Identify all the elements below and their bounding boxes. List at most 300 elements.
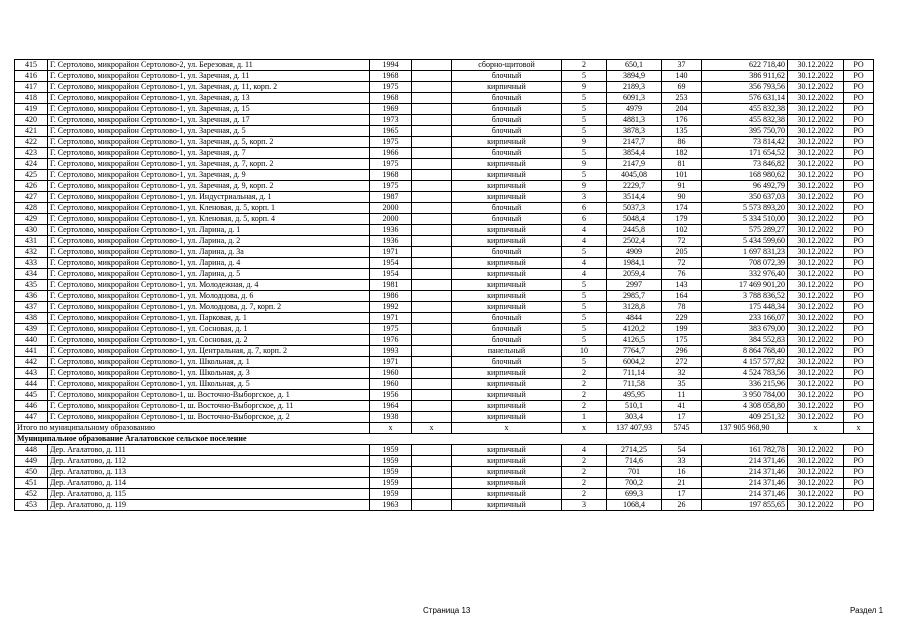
cell-deadline: 30.12.2022: [788, 500, 844, 511]
cell-deadline: 30.12.2022: [788, 291, 844, 302]
cell-floors: 9: [562, 137, 607, 148]
cell-wall-material: кирпичный: [452, 368, 562, 379]
table-row: [15, 390, 874, 401]
cell-deadline: 30.12.2022: [788, 335, 844, 346]
cell-program: РО: [844, 302, 874, 313]
cell-deadline: 30.12.2022: [788, 192, 844, 203]
cell-extra: [412, 181, 452, 192]
cell-deadline: 30.12.2022: [788, 412, 844, 423]
cell-extra: [412, 379, 452, 390]
cell-extra: [412, 82, 452, 93]
cell-residents: 296: [662, 346, 702, 357]
cell-row-number: 437: [15, 302, 48, 313]
cell-floors: 1: [562, 412, 607, 423]
cell-floors: 5: [562, 148, 607, 159]
cell-address: Г. Сертолово, микрорайон Сертолово-1, ул. Ларина, д. 3а: [48, 247, 370, 258]
cell-program: РО: [844, 467, 874, 478]
cell-wall-material: кирпичный: [452, 170, 562, 181]
cell-year-built: 1936: [370, 225, 412, 236]
cell-area: 4979: [607, 104, 662, 115]
cell-residents: 54: [662, 445, 702, 456]
table-row: [15, 291, 874, 302]
cell-extra: [412, 302, 452, 313]
cell-program: РО: [844, 170, 874, 181]
cell-row-number: 431: [15, 236, 48, 247]
cell-wall-material: кирпичный: [452, 236, 562, 247]
cell-address: Г. Сертолово, микрорайон Сертолово-1, ул. Заречная, д. 5, корп. 2: [48, 137, 370, 148]
cell-floors: 2: [562, 456, 607, 467]
cell-residents: 35: [662, 379, 702, 390]
cell-row-number: 438: [15, 313, 48, 324]
cell-deadline: 30.12.2022: [788, 93, 844, 104]
cell-deadline: 30.12.2022: [788, 456, 844, 467]
cell-row-number: 427: [15, 192, 48, 203]
cell-year-built: 1963: [370, 500, 412, 511]
cell-deadline: 30.12.2022: [788, 126, 844, 137]
total-cell: x: [788, 423, 844, 434]
cell-program: РО: [844, 115, 874, 126]
cell-area: 2147,9: [607, 159, 662, 170]
cell-residents: 101: [662, 170, 702, 181]
cell-address: Г. Сертолово, микрорайон Сертолово-1, ул. Молодежная, д. 4: [48, 280, 370, 291]
cell-program: РО: [844, 60, 874, 71]
cell-year-built: 1965: [370, 126, 412, 137]
cell-row-number: 444: [15, 379, 48, 390]
cell-floors: 4: [562, 258, 607, 269]
cell-extra: [412, 401, 452, 412]
cell-residents: 140: [662, 71, 702, 82]
cell-wall-material: кирпичный: [452, 225, 562, 236]
cell-cost: 455 832,38: [702, 115, 788, 126]
cell-floors: 2: [562, 401, 607, 412]
cell-extra: [412, 456, 452, 467]
cell-row-number: 445: [15, 390, 48, 401]
cell-deadline: 30.12.2022: [788, 258, 844, 269]
cell-residents: 33: [662, 456, 702, 467]
cell-residents: 205: [662, 247, 702, 258]
cell-residents: 179: [662, 214, 702, 225]
cell-deadline: 30.12.2022: [788, 368, 844, 379]
cell-extra: [412, 115, 452, 126]
cell-extra: [412, 412, 452, 423]
cell-deadline: 30.12.2022: [788, 324, 844, 335]
cell-residents: 102: [662, 225, 702, 236]
cell-year-built: 1954: [370, 258, 412, 269]
cell-address: Г. Сертолово, микрорайон Сертолово-1, ул. Заречная, д. 7: [48, 148, 370, 159]
cell-cost: 73 814,42: [702, 137, 788, 148]
cell-residents: 86: [662, 137, 702, 148]
total-row: [15, 423, 874, 434]
cell-deadline: 30.12.2022: [788, 302, 844, 313]
cell-row-number: 430: [15, 225, 48, 236]
cell-address: Г. Сертолово, микрорайон Сертолово-1, ш. Восточно-Выборгское, д. 2: [48, 412, 370, 423]
cell-extra: [412, 445, 452, 456]
cell-floors: 5: [562, 93, 607, 104]
cell-year-built: 1959: [370, 478, 412, 489]
table-row: [15, 225, 874, 236]
cell-residents: 78: [662, 302, 702, 313]
table-row: [15, 71, 874, 82]
cell-extra: [412, 104, 452, 115]
cell-cost: 575 289,27: [702, 225, 788, 236]
cell-residents: 199: [662, 324, 702, 335]
cell-extra: [412, 214, 452, 225]
cell-year-built: 1968: [370, 93, 412, 104]
cell-address: Г. Сертолово, микрорайон Сертолово-1, ул. Заречная, д. 7, корп. 2: [48, 159, 370, 170]
cell-extra: [412, 236, 452, 247]
cell-address: Г. Сертолово, микрорайон Сертолово-1, ул. Заречная, д. 9: [48, 170, 370, 181]
cell-year-built: 1959: [370, 489, 412, 500]
cell-floors: 4: [562, 269, 607, 280]
cell-cost: 96 492,79: [702, 181, 788, 192]
cell-extra: [412, 93, 452, 104]
cell-year-built: 1969: [370, 104, 412, 115]
cell-deadline: 30.12.2022: [788, 357, 844, 368]
table-row: [15, 247, 874, 258]
cell-row-number: 434: [15, 269, 48, 280]
cell-area: 3854,4: [607, 148, 662, 159]
cell-area: 711,58: [607, 379, 662, 390]
cell-extra: [412, 170, 452, 181]
cell-residents: 135: [662, 126, 702, 137]
cell-wall-material: блочный: [452, 214, 562, 225]
cell-program: РО: [844, 291, 874, 302]
cell-program: РО: [844, 203, 874, 214]
cell-residents: 81: [662, 159, 702, 170]
cell-area: 3128,8: [607, 302, 662, 313]
cell-row-number: 450: [15, 467, 48, 478]
total-cell: x: [370, 423, 412, 434]
table-body-total: [15, 423, 874, 445]
table-row: [15, 214, 874, 225]
cell-wall-material: блочный: [452, 126, 562, 137]
cell-wall-material: блочный: [452, 324, 562, 335]
cell-row-number: 433: [15, 258, 48, 269]
cell-cost: 350 637,03: [702, 192, 788, 203]
cell-extra: [412, 258, 452, 269]
cell-area: 7764,7: [607, 346, 662, 357]
cell-cost: 8 864 768,40: [702, 346, 788, 357]
cell-deadline: 30.12.2022: [788, 148, 844, 159]
cell-deadline: 30.12.2022: [788, 170, 844, 181]
cell-year-built: 1960: [370, 368, 412, 379]
cell-floors: 5: [562, 324, 607, 335]
cell-row-number: 443: [15, 368, 48, 379]
cell-year-built: 1959: [370, 456, 412, 467]
cell-year-built: 1975: [370, 324, 412, 335]
cell-area: 1984,1: [607, 258, 662, 269]
cell-row-number: 453: [15, 500, 48, 511]
cell-cost: 386 911,62: [702, 71, 788, 82]
cell-floors: 5: [562, 126, 607, 137]
cell-floors: 4: [562, 445, 607, 456]
cell-year-built: 1964: [370, 401, 412, 412]
table-row: [15, 412, 874, 423]
cell-deadline: 30.12.2022: [788, 159, 844, 170]
cell-cost: 383 679,00: [702, 324, 788, 335]
cell-program: РО: [844, 324, 874, 335]
cell-extra: [412, 225, 452, 236]
cell-cost: 4 308 058,80: [702, 401, 788, 412]
cell-wall-material: кирпичный: [452, 412, 562, 423]
cell-program: РО: [844, 181, 874, 192]
cell-deadline: 30.12.2022: [788, 379, 844, 390]
cell-year-built: 1954: [370, 269, 412, 280]
cell-floors: 9: [562, 159, 607, 170]
cell-deadline: 30.12.2022: [788, 467, 844, 478]
cell-area: 2147,7: [607, 137, 662, 148]
cell-cost: 73 846,82: [702, 159, 788, 170]
cell-row-number: 426: [15, 181, 48, 192]
cell-residents: 69: [662, 82, 702, 93]
table-row: [15, 93, 874, 104]
cell-year-built: 1975: [370, 137, 412, 148]
cell-program: РО: [844, 357, 874, 368]
cell-address: Г. Сертолово, микрорайон Сертолово-1, ул. Кленовая, д. 5, корп. 1: [48, 203, 370, 214]
cell-area: 2189,3: [607, 82, 662, 93]
total-area: 137 407,93: [607, 423, 662, 434]
cell-year-built: 1975: [370, 82, 412, 93]
cell-deadline: 30.12.2022: [788, 82, 844, 93]
cell-area: 3894,9: [607, 71, 662, 82]
cell-program: РО: [844, 346, 874, 357]
cell-program: РО: [844, 258, 874, 269]
cell-cost: 214 371,46: [702, 467, 788, 478]
cell-address: Г. Сертолово, микрорайон Сертолово-1, ул. Заречная, д. 15: [48, 104, 370, 115]
cell-area: 4045,08: [607, 170, 662, 181]
cell-residents: 143: [662, 280, 702, 291]
cell-year-built: 1976: [370, 335, 412, 346]
cell-year-built: 2000: [370, 214, 412, 225]
cell-residents: 21: [662, 478, 702, 489]
cell-floors: 5: [562, 170, 607, 181]
cell-residents: 182: [662, 148, 702, 159]
cell-program: РО: [844, 104, 874, 115]
cell-row-number: 421: [15, 126, 48, 137]
cell-residents: 11: [662, 390, 702, 401]
cell-floors: 9: [562, 181, 607, 192]
cell-wall-material: кирпичный: [452, 192, 562, 203]
cell-cost: 5 573 893,20: [702, 203, 788, 214]
cell-area: 4844: [607, 313, 662, 324]
cell-floors: 10: [562, 346, 607, 357]
table-row: [15, 368, 874, 379]
cell-cost: 175 448,34: [702, 302, 788, 313]
cell-cost: 233 166,07: [702, 313, 788, 324]
cell-area: 5048,4: [607, 214, 662, 225]
cell-year-built: 1981: [370, 280, 412, 291]
cell-year-built: 1987: [370, 192, 412, 203]
cell-address: Дер. Агалатово, д. 114: [48, 478, 370, 489]
cell-extra: [412, 269, 452, 280]
cell-floors: 5: [562, 247, 607, 258]
cell-extra: [412, 368, 452, 379]
table-row: [15, 60, 874, 71]
total-cell: x: [562, 423, 607, 434]
cell-area: 1068,4: [607, 500, 662, 511]
cell-year-built: 1971: [370, 313, 412, 324]
cell-row-number: 440: [15, 335, 48, 346]
cell-floors: 3: [562, 500, 607, 511]
cell-cost: 168 980,62: [702, 170, 788, 181]
cell-address: Г. Сертолово, микрорайон Сертолово-1, ул. Парковая, д. 1: [48, 313, 370, 324]
total-cell: x: [412, 423, 452, 434]
cell-cost: 1 697 831,23: [702, 247, 788, 258]
cell-extra: [412, 126, 452, 137]
cell-year-built: 1968: [370, 71, 412, 82]
cell-row-number: 448: [15, 445, 48, 456]
cell-address: Г. Сертолово, микрорайон Сертолово-1, ул. Молодцова, д. 7, корп. 2: [48, 302, 370, 313]
cell-extra: [412, 280, 452, 291]
cell-extra: [412, 335, 452, 346]
table-row: [15, 159, 874, 170]
cell-program: РО: [844, 478, 874, 489]
cell-wall-material: кирпичный: [452, 500, 562, 511]
table-row: [15, 401, 874, 412]
cell-cost: 5 334 510,00: [702, 214, 788, 225]
cell-program: РО: [844, 225, 874, 236]
cell-row-number: 447: [15, 412, 48, 423]
cell-area: 711,14: [607, 368, 662, 379]
table-row: [15, 236, 874, 247]
cell-residents: 164: [662, 291, 702, 302]
cell-row-number: 449: [15, 456, 48, 467]
cell-wall-material: блочный: [452, 104, 562, 115]
table-row: [15, 137, 874, 148]
cell-deadline: 30.12.2022: [788, 269, 844, 280]
table-row: [15, 269, 874, 280]
cell-address: Г. Сертолово, микрорайон Сертолово-1, ул. Заречная, д. 9, корп. 2: [48, 181, 370, 192]
cell-deadline: 30.12.2022: [788, 401, 844, 412]
cell-address: Г. Сертолово, микрорайон Сертолово-1, ул. Ларина, д. 4: [48, 258, 370, 269]
cell-cost: 356 793,56: [702, 82, 788, 93]
cell-year-built: 1975: [370, 159, 412, 170]
page-number: Страница 13: [423, 606, 471, 615]
cell-extra: [412, 291, 452, 302]
cell-area: 3878,3: [607, 126, 662, 137]
cell-row-number: 428: [15, 203, 48, 214]
cell-wall-material: блочный: [452, 247, 562, 258]
cell-floors: 4: [562, 225, 607, 236]
cell-year-built: 1966: [370, 148, 412, 159]
cell-year-built: 2000: [370, 203, 412, 214]
cell-extra: [412, 137, 452, 148]
table-body-agalatovo: [15, 445, 874, 511]
cell-residents: 176: [662, 115, 702, 126]
cell-row-number: 422: [15, 137, 48, 148]
cell-row-number: 432: [15, 247, 48, 258]
cell-address: Г. Сертолово, микрорайон Сертолово-1, ул. Заречная, д. 11, корп. 2: [48, 82, 370, 93]
cell-floors: 2: [562, 467, 607, 478]
table-row: [15, 170, 874, 181]
cell-program: РО: [844, 137, 874, 148]
cell-extra: [412, 467, 452, 478]
cell-deadline: 30.12.2022: [788, 71, 844, 82]
cell-wall-material: блочный: [452, 357, 562, 368]
cell-area: 510,1: [607, 401, 662, 412]
cell-residents: 32: [662, 368, 702, 379]
cell-wall-material: кирпичный: [452, 445, 562, 456]
cell-program: РО: [844, 148, 874, 159]
cell-wall-material: блочный: [452, 313, 562, 324]
cell-wall-material: кирпичный: [452, 379, 562, 390]
cell-deadline: 30.12.2022: [788, 346, 844, 357]
cell-row-number: 435: [15, 280, 48, 291]
cell-deadline: 30.12.2022: [788, 203, 844, 214]
cell-address: Г. Сертолово, микрорайон Сертолово-1, ул. Сосновая, д. 2: [48, 335, 370, 346]
cell-extra: [412, 159, 452, 170]
cell-program: РО: [844, 126, 874, 137]
cell-floors: 2: [562, 489, 607, 500]
cell-row-number: 441: [15, 346, 48, 357]
cell-program: РО: [844, 192, 874, 203]
cell-program: РО: [844, 368, 874, 379]
table-row: [15, 335, 874, 346]
cell-year-built: 1960: [370, 379, 412, 390]
total-label: Итого по муниципальному образованию: [15, 423, 370, 434]
cell-deadline: 30.12.2022: [788, 181, 844, 192]
cell-wall-material: кирпичный: [452, 489, 562, 500]
cell-deadline: 30.12.2022: [788, 247, 844, 258]
cell-year-built: 1938: [370, 412, 412, 423]
cell-deadline: 30.12.2022: [788, 445, 844, 456]
cell-cost: 409 251,32: [702, 412, 788, 423]
cell-extra: [412, 390, 452, 401]
cell-wall-material: кирпичный: [452, 302, 562, 313]
cell-row-number: 419: [15, 104, 48, 115]
cell-area: 4120,2: [607, 324, 662, 335]
table-row: [15, 280, 874, 291]
cell-row-number: 451: [15, 478, 48, 489]
cell-wall-material: панельный: [452, 346, 562, 357]
cell-cost: 622 718,40: [702, 60, 788, 71]
cell-row-number: 439: [15, 324, 48, 335]
cell-wall-material: кирпичный: [452, 82, 562, 93]
cell-year-built: 1973: [370, 115, 412, 126]
cell-row-number: 424: [15, 159, 48, 170]
cell-extra: [412, 71, 452, 82]
cell-floors: 5: [562, 115, 607, 126]
cell-row-number: 416: [15, 71, 48, 82]
cell-area: 5037,3: [607, 203, 662, 214]
cell-floors: 5: [562, 71, 607, 82]
cell-cost: 395 750,70: [702, 126, 788, 137]
cell-program: РО: [844, 214, 874, 225]
cell-year-built: 1994: [370, 60, 412, 71]
cell-residents: 272: [662, 357, 702, 368]
cell-area: 701: [607, 467, 662, 478]
cell-wall-material: блочный: [452, 115, 562, 126]
cell-floors: 2: [562, 390, 607, 401]
cell-year-built: 1971: [370, 247, 412, 258]
total-cost: 137 905 968,90: [702, 423, 788, 434]
cell-extra: [412, 346, 452, 357]
cell-floors: 3: [562, 192, 607, 203]
cell-program: РО: [844, 390, 874, 401]
cell-program: РО: [844, 269, 874, 280]
cell-program: РО: [844, 280, 874, 291]
cell-floors: 5: [562, 357, 607, 368]
cell-floors: 5: [562, 280, 607, 291]
cell-address: Г. Сертолово, микрорайон Сертолово-1, ул. Индустриальная, д. 1: [48, 192, 370, 203]
cell-row-number: 417: [15, 82, 48, 93]
table-row: [15, 148, 874, 159]
cell-floors: 5: [562, 104, 607, 115]
cell-wall-material: кирпичный: [452, 258, 562, 269]
cell-floors: 2: [562, 368, 607, 379]
cell-address: Г. Сертолово, микрорайон Сертолово-1, ш. Восточно-Выборгское, д. 1: [48, 390, 370, 401]
cell-residents: 37: [662, 60, 702, 71]
